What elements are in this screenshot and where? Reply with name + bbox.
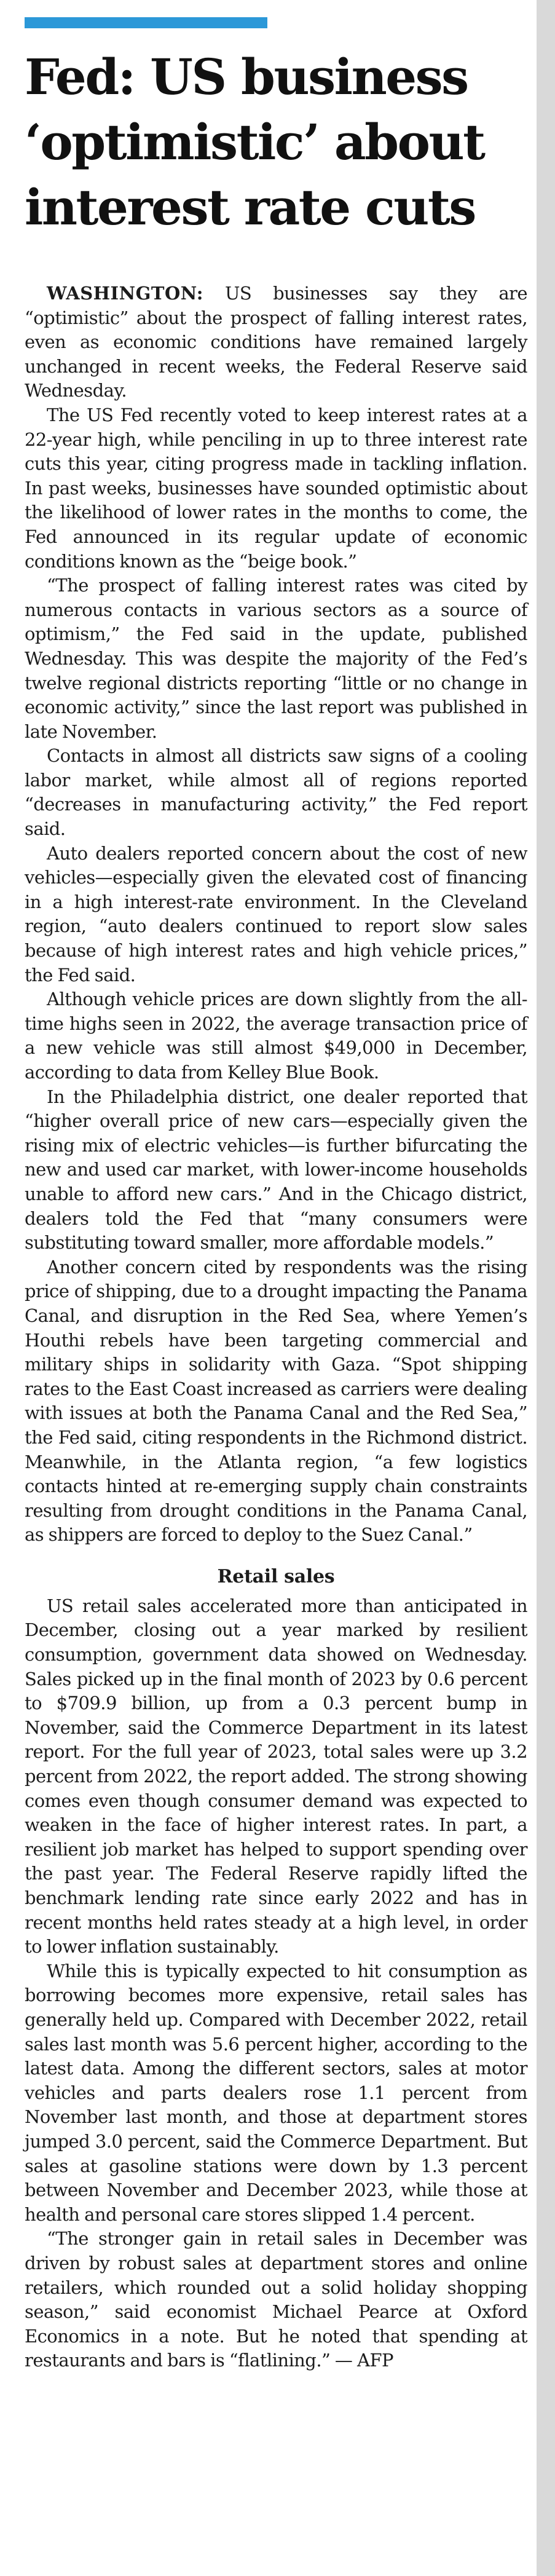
article-paragraph: Auto dealers reported concern about the cost of new vehicles—especially given the elevated cost of financing in a high interest-rate environment. In the Cleveland region, “auto dealers continued to report slow sales because of high interest rates and high vehicle prices,” the Fed said.	[25, 842, 527, 986]
article-paragraph: In the Philadelphia district, one dealer reported that “higher overall price of new cars—especially given the rising mix of electric vehicles—is further bifurcating the new and used car market, with lower-income households unable to afford new cars.” And in the Chicago district, dealers told the Fed that “many consumers were substituting toward smaller, more affordable models.”	[25, 1086, 527, 1254]
article-paragraph: “The prospect of falling interest rates was cited by numerous contacts in various sectors as a source of optimism,” the Fed said in the update, published Wednesday. This was despite the majority of the Fed’s twelve regional districts reporting “little or no change in economic activity,” since the last report was published in late November.	[25, 575, 527, 742]
article-paragraph	[25, 282, 527, 403]
article-paragraph: Another concern cited by respondents was the rising price of shipping, due to a drought impacting the Panama Canal, and disruption in the Red Sea, where Yemen’s Houthi rebels have been targeting commercial and military ships in solidarity with Gaza. “Spot shipping rates to the East Coast increased as carriers were dealing with issues at both the Panama Canal and the Red Sea,” the Fed said, citing respondents in the Richmond district. Meanwhile, in the Atlanta region, “a few logistics contacts hinted at re-emerging supply chain constraints resulting from drought conditions in the Panama Canal, as shippers are forced to deploy to the Suez Canal.”	[25, 1256, 527, 1546]
dateline: WASHINGTON:	[47, 283, 203, 304]
article-paragraph: The US Fed recently voted to keep interest rates at a 22-year high, while penciling in up to three interest rate cuts this year, citing progress made in tackling inflation. In past weeks, businesses have sounded optimistic about the likelihood of lower rates in the months to come, the Fed announced in its regular update of economic conditions known as the “beige book.”	[25, 404, 527, 572]
paragraph-text: US businesses say they are “optimistic” about the prospect of falling interest rates, even as economic conditions have remained largely unchanged in recent weeks, the Federal Reserve said Wednesday.	[25, 283, 527, 401]
news-article	[25, 44, 527, 2373]
headline-line: Fed: US business	[25, 48, 468, 106]
headline	[25, 44, 527, 240]
article-paragraph: While this is typically expected to hit consumption as borrowing becomes more expensive, retail sales has generally held up. Compared with December 2022, retail sales last month was 5.6 percent higher, according to the latest data. Among the different sectors, sales at motor vehicles and parts dealers rose 1.1 percent from November last month, and those at department stores jumped 3.0 percent, said the Commerce Department. But sales at gasoline stations were down by 1.3 percent between November and December 2023, while those at health and personal care stores slipped 1.4 percent.	[25, 1960, 527, 2225]
subheading: Retail sales	[217, 1565, 335, 1587]
column-gutter	[537, 0, 555, 2576]
section-accent-bar	[25, 17, 267, 28]
article-body	[25, 282, 527, 2373]
article-paragraph: Contacts in almost all districts saw signs of a cooling labor market, while almost all of regions reported “decreases in manufacturing activity,” the Fed report said.	[25, 745, 527, 840]
article-paragraph: US retail sales accelerated more than anticipated in December, closing out a year marked by resilient consumption, government data showed on Wednesday. Sales picked up in the final month of 2023 by 0.6 percent to $709.9 billion, up from a 0.3 percent bump in November, said the Commerce Department in its latest report. For the full year of 2023, total sales were up 3.2 percent from 2022, the report added. The strong showing comes even though consumer demand was expected to weaken in the face of higher interest rates. In part, a resilient job market has helped to support spending over the past year. The Federal Reserve rapidly lifted the benchmark lending rate since early 2022 and has in recent months held rates steady at a high level, in order to lower inflation sustainably.	[25, 1595, 527, 1958]
article-paragraph: Although vehicle prices are down slightly from the all-time highs seen in 2022, the average transaction price of a new vehicle was still almost $49,000 in December, according to data from Kelley Blue Book.	[25, 989, 527, 1083]
headline-line: interest rate cuts	[25, 178, 475, 236]
headline-line: ‘optimistic’ about	[25, 113, 484, 171]
article-paragraph: “The stronger gain in retail sales in December was driven by robust sales at department stores and online retailers, which rounded out a solid holiday shopping season,” said economist Michael Pearce at Oxford Economics in a note. But he noted that spending at restaurants and bars is “flatlining.” — AFP	[25, 2228, 527, 2371]
